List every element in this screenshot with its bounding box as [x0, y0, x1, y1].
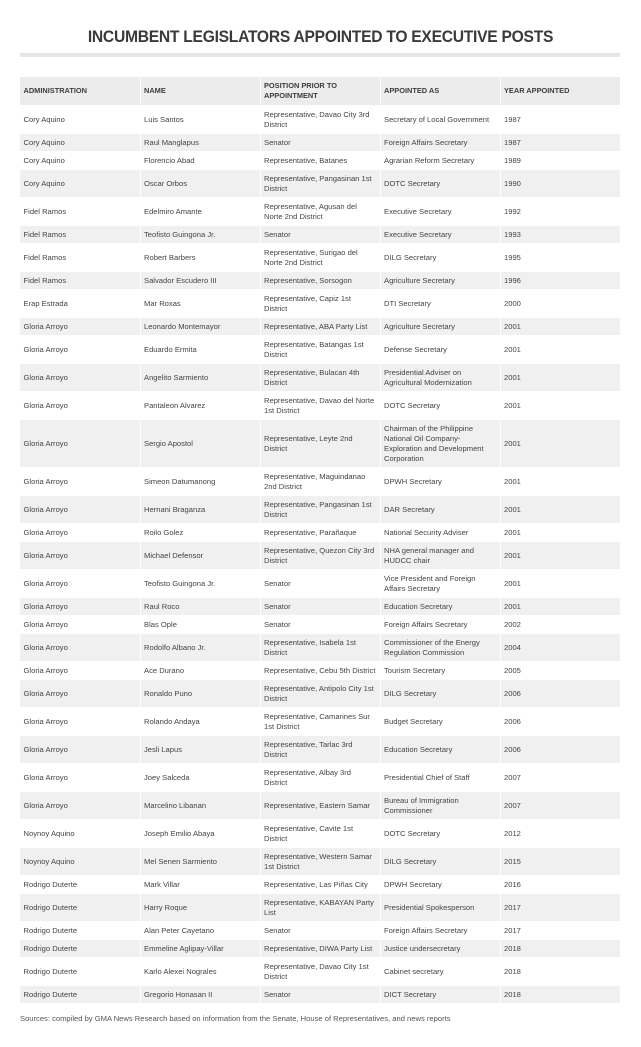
year-cell: 2001 — [500, 570, 620, 598]
administration-cell: Rodrigo Duterte — [20, 986, 140, 1004]
year-cell: 2016 — [500, 876, 620, 894]
year-cell: 2018 — [500, 940, 620, 958]
name-cell: Mark Villar — [140, 876, 260, 894]
administration-cell: Fidel Ramos — [20, 226, 140, 244]
year-cell: 2001 — [500, 392, 620, 420]
table-row — [20, 708, 620, 736]
table-row — [20, 662, 620, 680]
position-prior-cell: Senator — [260, 226, 380, 244]
position-prior-cell: Representative, Cavite 1st District — [260, 820, 380, 848]
name-cell: Teofisto Guingona Jr. — [140, 570, 260, 598]
table-row — [20, 940, 620, 958]
name-cell: Rolando Andaya — [140, 708, 260, 736]
name-cell: Mel Senen Sarmiento — [140, 848, 260, 876]
position-prior-cell: Representative, Pangasinan 1st District — [260, 170, 380, 198]
name-cell: Robert Barbers — [140, 244, 260, 272]
position-prior-cell: Representative, Batanes — [260, 152, 380, 170]
appointed-as-cell: Foreign Affairs Secretary — [380, 134, 500, 152]
position-prior-cell: Representative, Pangasinan 1st District — [260, 496, 380, 524]
appointed-as-cell: Agriculture Secretary — [380, 318, 500, 336]
table-row — [20, 958, 620, 986]
position-prior-cell: Representative, KABAYAN Party List — [260, 894, 380, 922]
year-cell: 2001 — [500, 542, 620, 570]
position-prior-cell: Representative, Agusan del Norte 2nd District — [260, 198, 380, 226]
administration-cell: Gloria Arroyo — [20, 542, 140, 570]
name-cell: Joey Salceda — [140, 764, 260, 792]
table-row — [20, 290, 620, 318]
year-cell: 2001 — [500, 364, 620, 392]
year-cell: 2012 — [500, 820, 620, 848]
position-prior-cell: Representative, Davao del Norte 1st District — [260, 392, 380, 420]
administration-cell: Gloria Arroyo — [20, 524, 140, 542]
position-prior-cell: Representative, Las Piñas City — [260, 876, 380, 894]
position-prior-cell: Representative, Isabela 1st District — [260, 634, 380, 662]
name-cell: Leonardo Montemayor — [140, 318, 260, 336]
appointed-as-cell: DPWH Secretary — [380, 468, 500, 496]
table-row — [20, 496, 620, 524]
table-row — [20, 272, 620, 290]
appointed-as-cell: Agrarian Reform Secretary — [380, 152, 500, 170]
appointed-as-cell: Justice undersecretary — [380, 940, 500, 958]
table-row — [20, 392, 620, 420]
position-prior-cell: Representative, Quezon City 3rd District — [260, 542, 380, 570]
appointed-as-cell: Presidential Adviser on Agricultural Modernization — [380, 364, 500, 392]
column-header-position-prior: POSITION PRIOR TO APPOINTMENT — [260, 77, 380, 106]
column-header-year: YEAR APPOINTED — [500, 77, 620, 106]
table-row — [20, 152, 620, 170]
name-cell: Mar Roxas — [140, 290, 260, 318]
administration-cell: Fidel Ramos — [20, 198, 140, 226]
year-cell: 1993 — [500, 226, 620, 244]
year-cell: 2017 — [500, 922, 620, 940]
name-cell: Emmeline Aglipay-Villar — [140, 940, 260, 958]
administration-cell: Fidel Ramos — [20, 272, 140, 290]
year-cell: 1989 — [500, 152, 620, 170]
administration-cell: Rodrigo Duterte — [20, 958, 140, 986]
name-cell: Teofisto Guingona Jr. — [140, 226, 260, 244]
appointed-as-cell: Vice President and Foreign Affairs Secretary — [380, 570, 500, 598]
table-row — [20, 468, 620, 496]
table-row — [20, 318, 620, 336]
position-prior-cell: Representative, Sorsogon — [260, 272, 380, 290]
year-cell: 1992 — [500, 198, 620, 226]
administration-cell: Gloria Arroyo — [20, 364, 140, 392]
table-row — [20, 876, 620, 894]
table-row — [20, 244, 620, 272]
table-header-row — [20, 77, 620, 106]
appointed-as-cell: DILG Secretary — [380, 680, 500, 708]
position-prior-cell: Representative, Leyte 2nd District — [260, 420, 380, 468]
name-cell: Harry Roque — [140, 894, 260, 922]
administration-cell: Gloria Arroyo — [20, 468, 140, 496]
administration-cell: Gloria Arroyo — [20, 318, 140, 336]
administration-cell: Noynoy Aquino — [20, 848, 140, 876]
appointed-as-cell: Foreign Affairs Secretary — [380, 922, 500, 940]
year-cell: 2001 — [500, 524, 620, 542]
name-cell: Marcelino Libanan — [140, 792, 260, 820]
position-prior-cell: Representative, Capiz 1st District — [260, 290, 380, 318]
position-prior-cell: Senator — [260, 570, 380, 598]
position-prior-cell: Senator — [260, 986, 380, 1004]
administration-cell: Gloria Arroyo — [20, 764, 140, 792]
name-cell: Ronaldo Puno — [140, 680, 260, 708]
appointed-as-cell: National Security Adviser — [380, 524, 500, 542]
name-cell: Michael Defensor — [140, 542, 260, 570]
table-row — [20, 616, 620, 634]
administration-cell: Cory Aquino — [20, 170, 140, 198]
table-row — [20, 226, 620, 244]
table-row — [20, 420, 620, 468]
position-prior-cell: Senator — [260, 598, 380, 616]
administration-cell: Gloria Arroyo — [20, 392, 140, 420]
year-cell: 1995 — [500, 244, 620, 272]
table-row — [20, 524, 620, 542]
administration-cell: Gloria Arroyo — [20, 792, 140, 820]
position-prior-cell: Senator — [260, 616, 380, 634]
table-row — [20, 634, 620, 662]
position-prior-cell: Representative, Albay 3rd District — [260, 764, 380, 792]
year-cell: 2000 — [500, 290, 620, 318]
year-cell: 2015 — [500, 848, 620, 876]
administration-cell: Rodrigo Duterte — [20, 876, 140, 894]
year-cell: 1990 — [500, 170, 620, 198]
administration-cell: Rodrigo Duterte — [20, 894, 140, 922]
name-cell: Edelmiro Amante — [140, 198, 260, 226]
name-cell: Raul Manglapus — [140, 134, 260, 152]
appointed-as-cell: Chairman of the Philippine National Oil Company-Exploration and Development Corporation — [380, 420, 500, 468]
appointed-as-cell: DILG Secretary — [380, 848, 500, 876]
position-prior-cell: Representative, Parañaque — [260, 524, 380, 542]
table-row — [20, 198, 620, 226]
administration-cell: Fidel Ramos — [20, 244, 140, 272]
administration-cell: Gloria Arroyo — [20, 496, 140, 524]
year-cell: 1996 — [500, 272, 620, 290]
table-row — [20, 570, 620, 598]
table-row — [20, 764, 620, 792]
year-cell: 2004 — [500, 634, 620, 662]
name-cell: Luis Santos — [140, 106, 260, 134]
name-cell: Roilo Golez — [140, 524, 260, 542]
administration-cell: Rodrigo Duterte — [20, 922, 140, 940]
name-cell: Karlo Alexei Nograles — [140, 958, 260, 986]
position-prior-cell: Representative, Camarines Sur 1st District — [260, 708, 380, 736]
column-header-administration: ADMINISTRATION — [20, 77, 140, 106]
name-cell: Simeon Datumanong — [140, 468, 260, 496]
name-cell: Salvador Escudero III — [140, 272, 260, 290]
table-row — [20, 792, 620, 820]
name-cell: Joseph Emilio Abaya — [140, 820, 260, 848]
year-cell: 2006 — [500, 708, 620, 736]
position-prior-cell: Representative, DIWA Party List — [260, 940, 380, 958]
table-row — [20, 894, 620, 922]
position-prior-cell: Representative, Davao City 3rd District — [260, 106, 380, 134]
name-cell: Pantaleon Alvarez — [140, 392, 260, 420]
table-row — [20, 922, 620, 940]
appointed-as-cell: Agriculture Secretary — [380, 272, 500, 290]
administration-cell: Gloria Arroyo — [20, 662, 140, 680]
appointed-as-cell: Tourism Secretary — [380, 662, 500, 680]
year-cell: 2001 — [500, 336, 620, 364]
year-cell: 1987 — [500, 106, 620, 134]
sources-note: Sources: compiled by GMA News Research based on information from the Senate, House of Representatives, and news reports — [20, 1014, 451, 1023]
table-row — [20, 736, 620, 764]
year-cell: 2001 — [500, 496, 620, 524]
administration-cell: Gloria Arroyo — [20, 336, 140, 364]
column-header-name: NAME — [140, 77, 260, 106]
name-cell: Jesli Lapus — [140, 736, 260, 764]
table-row — [20, 986, 620, 1004]
name-cell: Alan Peter Cayetano — [140, 922, 260, 940]
administration-cell: Gloria Arroyo — [20, 708, 140, 736]
year-cell: 2007 — [500, 792, 620, 820]
table-row — [20, 336, 620, 364]
administration-cell: Gloria Arroyo — [20, 420, 140, 468]
year-cell: 2005 — [500, 662, 620, 680]
administration-cell: Gloria Arroyo — [20, 680, 140, 708]
table-row — [20, 170, 620, 198]
year-cell: 2001 — [500, 318, 620, 336]
name-cell: Oscar Orbos — [140, 170, 260, 198]
appointed-as-cell: DOTC Secretary — [380, 392, 500, 420]
table-row — [20, 848, 620, 876]
appointed-as-cell: Defense Secretary — [380, 336, 500, 364]
appointed-as-cell: NHA general manager and HUDCC chair — [380, 542, 500, 570]
administration-cell: Noynoy Aquino — [20, 820, 140, 848]
table-row — [20, 106, 620, 134]
appointed-as-cell: DAR Secretary — [380, 496, 500, 524]
appointed-as-cell: DICT Secretary — [380, 986, 500, 1004]
administration-cell: Cory Aquino — [20, 106, 140, 134]
table-row — [20, 542, 620, 570]
name-cell: Eduardo Ermita — [140, 336, 260, 364]
position-prior-cell: Representative, Maguindanao 2nd District — [260, 468, 380, 496]
administration-cell: Cory Aquino — [20, 152, 140, 170]
name-cell: Florencio Abad — [140, 152, 260, 170]
position-prior-cell: Representative, Eastern Samar — [260, 792, 380, 820]
administration-cell: Gloria Arroyo — [20, 616, 140, 634]
appointments-table — [20, 77, 620, 1004]
year-cell: 2006 — [500, 736, 620, 764]
year-cell: 2006 — [500, 680, 620, 708]
table-row — [20, 820, 620, 848]
appointed-as-cell: DOTC Secretary — [380, 820, 500, 848]
appointed-as-cell: Cabinet secretary — [380, 958, 500, 986]
appointed-as-cell: DOTC Secretary — [380, 170, 500, 198]
table-row — [20, 598, 620, 616]
year-cell: 2018 — [500, 958, 620, 986]
position-prior-cell: Senator — [260, 922, 380, 940]
administration-cell: Gloria Arroyo — [20, 736, 140, 764]
appointed-as-cell: DILG Secretary — [380, 244, 500, 272]
position-prior-cell: Representative, Cebu 5th District — [260, 662, 380, 680]
name-cell: Blas Ople — [140, 616, 260, 634]
table-row — [20, 134, 620, 152]
name-cell: Ace Durano — [140, 662, 260, 680]
appointed-as-cell: Presidential Chief of Staff — [380, 764, 500, 792]
appointed-as-cell: Secretary of Local Government — [380, 106, 500, 134]
appointed-as-cell: Foreign Affairs Secretary — [380, 616, 500, 634]
table-row — [20, 680, 620, 708]
year-cell: 2002 — [500, 616, 620, 634]
position-prior-cell: Representative, Tarlac 3rd District — [260, 736, 380, 764]
page-title: INCUMBENT LEGISLATORS APPOINTED TO EXECUTIVE POSTS — [87, 27, 554, 46]
table-row — [20, 364, 620, 392]
year-cell: 2017 — [500, 894, 620, 922]
appointed-as-cell: DPWH Secretary — [380, 876, 500, 894]
year-cell: 2018 — [500, 986, 620, 1004]
name-cell: Hernani Braganza — [140, 496, 260, 524]
appointed-as-cell: Budget Secretary — [380, 708, 500, 736]
name-cell: Rodolfo Albano Jr. — [140, 634, 260, 662]
appointed-as-cell: Executive Secretary — [380, 226, 500, 244]
name-cell: Angelito Sarmiento — [140, 364, 260, 392]
administration-cell: Gloria Arroyo — [20, 570, 140, 598]
position-prior-cell: Senator — [260, 134, 380, 152]
appointed-as-cell: Education Secretary — [380, 736, 500, 764]
appointed-as-cell: DTI Secretary — [380, 290, 500, 318]
year-cell: 2001 — [500, 598, 620, 616]
year-cell: 2001 — [500, 420, 620, 468]
position-prior-cell: Representative, Batangas 1st District — [260, 336, 380, 364]
title-divider — [20, 53, 620, 57]
name-cell: Gregorio Honasan II — [140, 986, 260, 1004]
administration-cell: Gloria Arroyo — [20, 634, 140, 662]
name-cell: Raul Roco — [140, 598, 260, 616]
appointed-as-cell: Education Secretary — [380, 598, 500, 616]
position-prior-cell: Representative, Davao City 1st District — [260, 958, 380, 986]
appointed-as-cell: Commissioner of the Energy Regulation Commission — [380, 634, 500, 662]
position-prior-cell: Representative, ABA Party List — [260, 318, 380, 336]
administration-cell: Rodrigo Duterte — [20, 940, 140, 958]
name-cell: Sergio Apostol — [140, 420, 260, 468]
position-prior-cell: Representative, Western Samar 1st District — [260, 848, 380, 876]
administration-cell: Cory Aquino — [20, 134, 140, 152]
position-prior-cell: Representative, Bulacan 4th District — [260, 364, 380, 392]
appointed-as-cell: Executive Secretary — [380, 198, 500, 226]
year-cell: 1987 — [500, 134, 620, 152]
year-cell: 2007 — [500, 764, 620, 792]
column-header-appointed-as: APPOINTED AS — [380, 77, 500, 106]
year-cell: 2001 — [500, 468, 620, 496]
position-prior-cell: Representative, Surigao del Norte 2nd District — [260, 244, 380, 272]
appointed-as-cell: Presidential Spokesperson — [380, 894, 500, 922]
administration-cell: Gloria Arroyo — [20, 598, 140, 616]
appointed-as-cell: Bureau of Immigration Commissioner — [380, 792, 500, 820]
administration-cell: Erap Estrada — [20, 290, 140, 318]
position-prior-cell: Representative, Antipolo City 1st District — [260, 680, 380, 708]
